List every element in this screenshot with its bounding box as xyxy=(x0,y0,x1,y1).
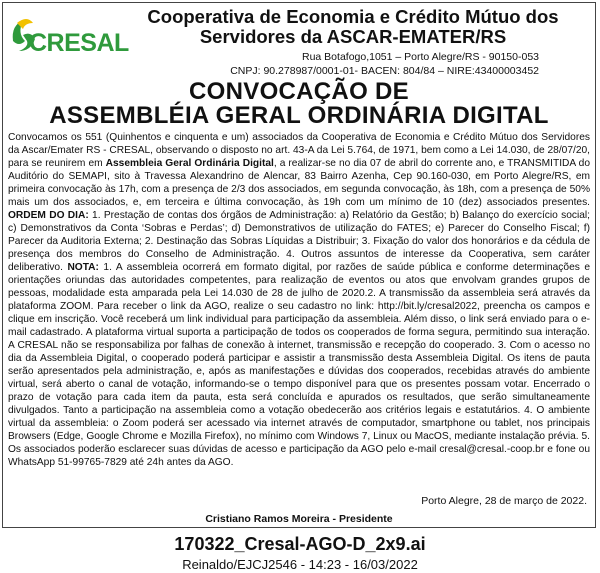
organization-registry: CNPJ: 90.278987/0001-01- BACEN: 804/84 – NIRE:43400003452 xyxy=(230,65,539,77)
organization-name-line2: Servidores da ASCAR-EMATER/RS xyxy=(199,26,507,47)
cresal-logo-icon xyxy=(7,11,135,61)
notice-title-line2: ASSEMBLÉIA GERAL ORDINÁRIA DIGITAL xyxy=(49,102,549,129)
body-schedule: , a realizar-se no dia 07 de abril do corrente ano, e TRANSMITIDA do Auditório do SEMAPI, sito à Travessa Alexandrino de Alencar, 83 Bairro Azenha, Cep 90.160-030, em Porto Alegre/RS, em primeira convocação às 17h, com a presença de 2/3 dos associados, em segunda convocação, às 18h, com a presença de 50% mais um dos associados, e, em terceira e última convocação, às 19h com um mínimo de 10 (dez) associados presentes. xyxy=(8,158,590,208)
organization-name-line1: Cooperativa de Economia e Crédito Mútuo dos xyxy=(147,6,559,27)
agenda-label: ORDEM DO DIA: xyxy=(8,210,89,221)
notice-body xyxy=(8,131,590,469)
cresal-logo xyxy=(7,11,135,61)
signature: Cristiano Ramos Moreira - Presidente xyxy=(205,513,393,525)
print-stamp: Reinaldo/EJCJ2546 - 14:23 - 16/03/2022 xyxy=(182,557,418,572)
notice-date: Porto Alegre, 28 de março de 2022. xyxy=(421,495,587,507)
body-intro: Convocamos os 551 (Quinhentos e cinquenta e um) associados da Cooperativa de Economia e Crédito Mútuo dos Servidores da Ascar/Emater RS - CRESAL, observando o disposto no art. 43-A da Lei 5.764, de 1971, bem como a Lei 14.030, de 28/07/20, para se reunirem em xyxy=(8,132,590,169)
logo-wordmark: CRESAL xyxy=(29,29,129,57)
body-assembly-type: Assembleia Geral Ordinária Digital xyxy=(105,158,274,169)
note-text: 1. A assembleia ocorrerá em formato digital, por razões de saúde pública e conforme determinações e orientações oriundas das autoridades competentes, para realização de eventos ou atos que envolvam grandes grupos de pessoas, modalidade esta amparada pela Lei 14.030 de 28 de julho de 2020.2. A transmissão da assembleia será através da plataforma ZOOM. Para receber o link da AGO, realize o seu cadastro no link: http://bit.ly/cresal2022, preencha os campos e clique em inscrição. Você receberá um link individual para participação da assembleia. Além disso, o link será enviado para o e-mail cadastrado. A plataforma virtual suporta a participação de todos os cooperados de forma segura, permitindo sua interação. A CRESAL não se responsabiliza por falhas de conexão à internet, transmissão e recepção do cooperado. 3. Com o acesso no dia da Assembleia Digital, o cooperado poderá participar e assistir a transmissão desta Assembleia Digital. Os itens de pauta serão apresentados pela administração, e, após as manifestações e dúvidas dos cooperados, recebidas através do ambiente virtual, será aberto o canal de votação, informando-se o tempo disponível para que os presentes possam votar. Encerrado o prazo de votação para cada item da pauta, esta será concluída e apurados os resultados, que serão simultaneamente divulgados. Tanto a participação na assembleia como a votação obedecerão aos critérios legais e estatutários. 4. O ambiente virtual da assembleia: o Zoom poderá ser acessado via internet através de computador, smartphone ou tablet, nos principais Browsers (Edge, Google Chrome e Mozilla Firefox), no mínimo com Windows 7, Linux ou MacOS, mediante instalação prévia. 5. Os associados poderão esclarecer suas dúvidas de acesso e participação da AGO pelo e-mail cresal@cresal.-coop.br e fone ou WhatsApp 51-99765-7829 até 24h antes da AGO. xyxy=(8,262,590,468)
print-file-name: 170322_Cresal-AGO-D_2x9.ai xyxy=(174,534,426,554)
notice-title-line1: CONVOCAÇÃO DE xyxy=(189,78,409,105)
organization-address: Rua Botafogo,1051 – Porto Alegre/RS - 90150-053 xyxy=(302,51,539,63)
organization-header xyxy=(129,7,577,78)
agenda-items: 1. Prestação de contas dos órgãos de Administração: a) Relatório da Gestão; b) Balanço do exercício social; c) Demonstrativos da Conta ‘Sobras e Perdas’; d) Demonstrativos de utilização do FATES; e) Parecer do Conselho Fiscal; f) Parecer da Auditoria Externa; 2. Destinação das Sobras Líquidas a Distribuir; 3. Fixação do valor dos honorários e da cédula de presença dos membros do Conselho de Administração. 4. Outros assuntos de interesse da Cooperativa, sem caráter deliberativo. xyxy=(8,210,590,273)
notice-frame xyxy=(2,2,596,528)
notice-title xyxy=(3,80,595,128)
note-label: NOTA: xyxy=(67,262,99,273)
